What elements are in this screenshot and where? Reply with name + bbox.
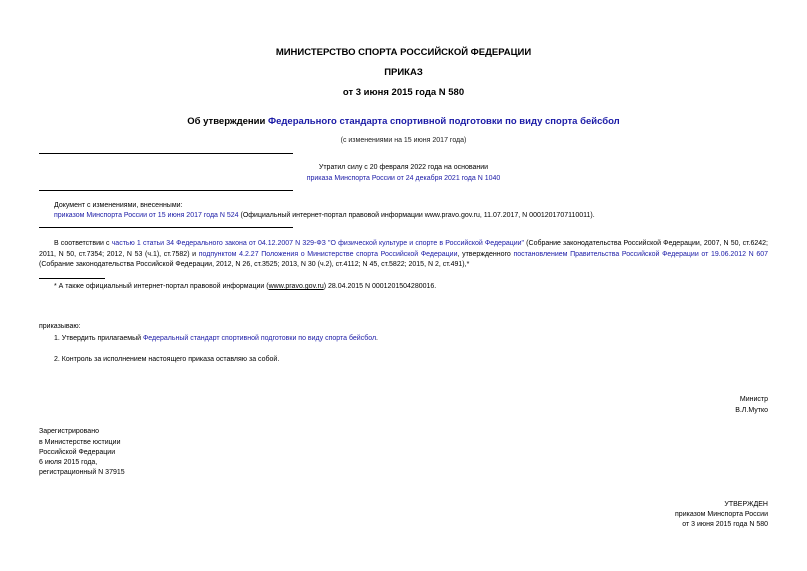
expired-order-link[interactable]: приказа Минспорта России от 24 декабря 2021 года N 1040 (306, 175, 501, 182)
registration-line: 6 июля 2015 года, (39, 459, 98, 466)
preamble-paragraph (39, 239, 768, 271)
order-item-1 (54, 334, 378, 344)
expired-link-row (0, 174, 807, 184)
title-prefix: Об утверждении (187, 116, 268, 127)
changes-label: Документ с изменениями, внесенными: (54, 202, 183, 209)
approved-date: от 3 июня 2015 года N 580 (682, 521, 768, 528)
document-title (0, 116, 807, 127)
changes-line (54, 211, 774, 221)
changes-source: (Официальный интернет-портал правовой информации www.pravo.gov.ru, 11.07.2017, N 0001201707110011). (238, 212, 595, 219)
signer-name: В.Л.Мутко (735, 407, 768, 414)
preamble-text: , утвержденного (457, 250, 514, 258)
footnote-divider (39, 278, 105, 279)
registration-line: Зарегистрировано (39, 428, 99, 435)
changes-order-link[interactable]: приказом Минспорта России от 15 июня 2017 года N 524 (54, 212, 239, 219)
expired-line: Утратил силу с 20 февраля 2022 года на основании (318, 164, 489, 171)
standard-link[interactable]: Федеральный стандарт спортивной подготовки по виду спорта бейсбол (142, 335, 377, 342)
government-decree-link[interactable]: постановлением Правительства Российской Федерации от 19.06.2012 N 607 (513, 250, 769, 258)
doc-type-heading: ПРИКАЗ (384, 67, 423, 78)
approved-label: УТВЕРЖДЕН (724, 501, 768, 508)
registration-line: регистрационный N 37915 (39, 469, 125, 476)
divider (39, 190, 293, 191)
regulation-link[interactable]: подпунктом 4.2.27 Положения о Министерстве спорта Российской Федерации (198, 250, 458, 258)
preamble-text: (Собрание законодательства Российской Федерации, 2012, N 26, ст.3525; 2013, N 30 (ч.2), ст.4112; N 45, ст.5822; 2015, N 2, ст.491),* (39, 261, 470, 268)
footnote-text: * А также официальный интернет-портал правовой информации ( (54, 283, 269, 290)
preamble-text: (Собрание законодательства Российской Федерации, 2007, N 50, ст.6242; 2011, N 50, ст.7354; 2012, N 53 (ч.1), ст.7582) и (39, 240, 768, 258)
order-word: приказываю: (39, 323, 81, 330)
order-item-2: 2. Контроль за исполнением настоящего приказа оставляю за собой. (54, 356, 280, 363)
footnote-text: ) 28.04.2015 N 0001201504280016. (323, 283, 437, 290)
title-link[interactable]: Федерального стандарта спортивной подготовки по виду спорта бейсбол (267, 116, 620, 127)
divider (39, 227, 293, 228)
approved-by: приказом Минспорта России (675, 511, 768, 518)
date-number-heading: от 3 июня 2015 года N 580 (342, 87, 465, 98)
ministry-heading: МИНИСТЕРСТВО СПОРТА РОССИЙСКОЙ ФЕДЕРАЦИИ (275, 47, 532, 58)
footnote-site-link[interactable]: www.pravo.gov.ru (268, 283, 324, 290)
item-text: . (376, 335, 378, 342)
divider (39, 153, 293, 154)
preamble-text: В соответствии с (54, 240, 112, 247)
amended-note: (с изменениями на 15 июня 2017 года) (340, 137, 467, 144)
registration-line: Российской Федерации (39, 449, 116, 456)
signer-position: Министр (739, 396, 768, 403)
registration-line: в Министерстве юстиции (39, 439, 121, 446)
federal-law-link[interactable]: частью 1 статьи 34 Федерального закона от 04.12.2007 N 329-ФЗ "О физической культуре и спорте в Российской Федерации" (111, 240, 525, 247)
item-text: 1. Утвердить прилагаемый (54, 335, 143, 342)
footnote (54, 282, 436, 292)
